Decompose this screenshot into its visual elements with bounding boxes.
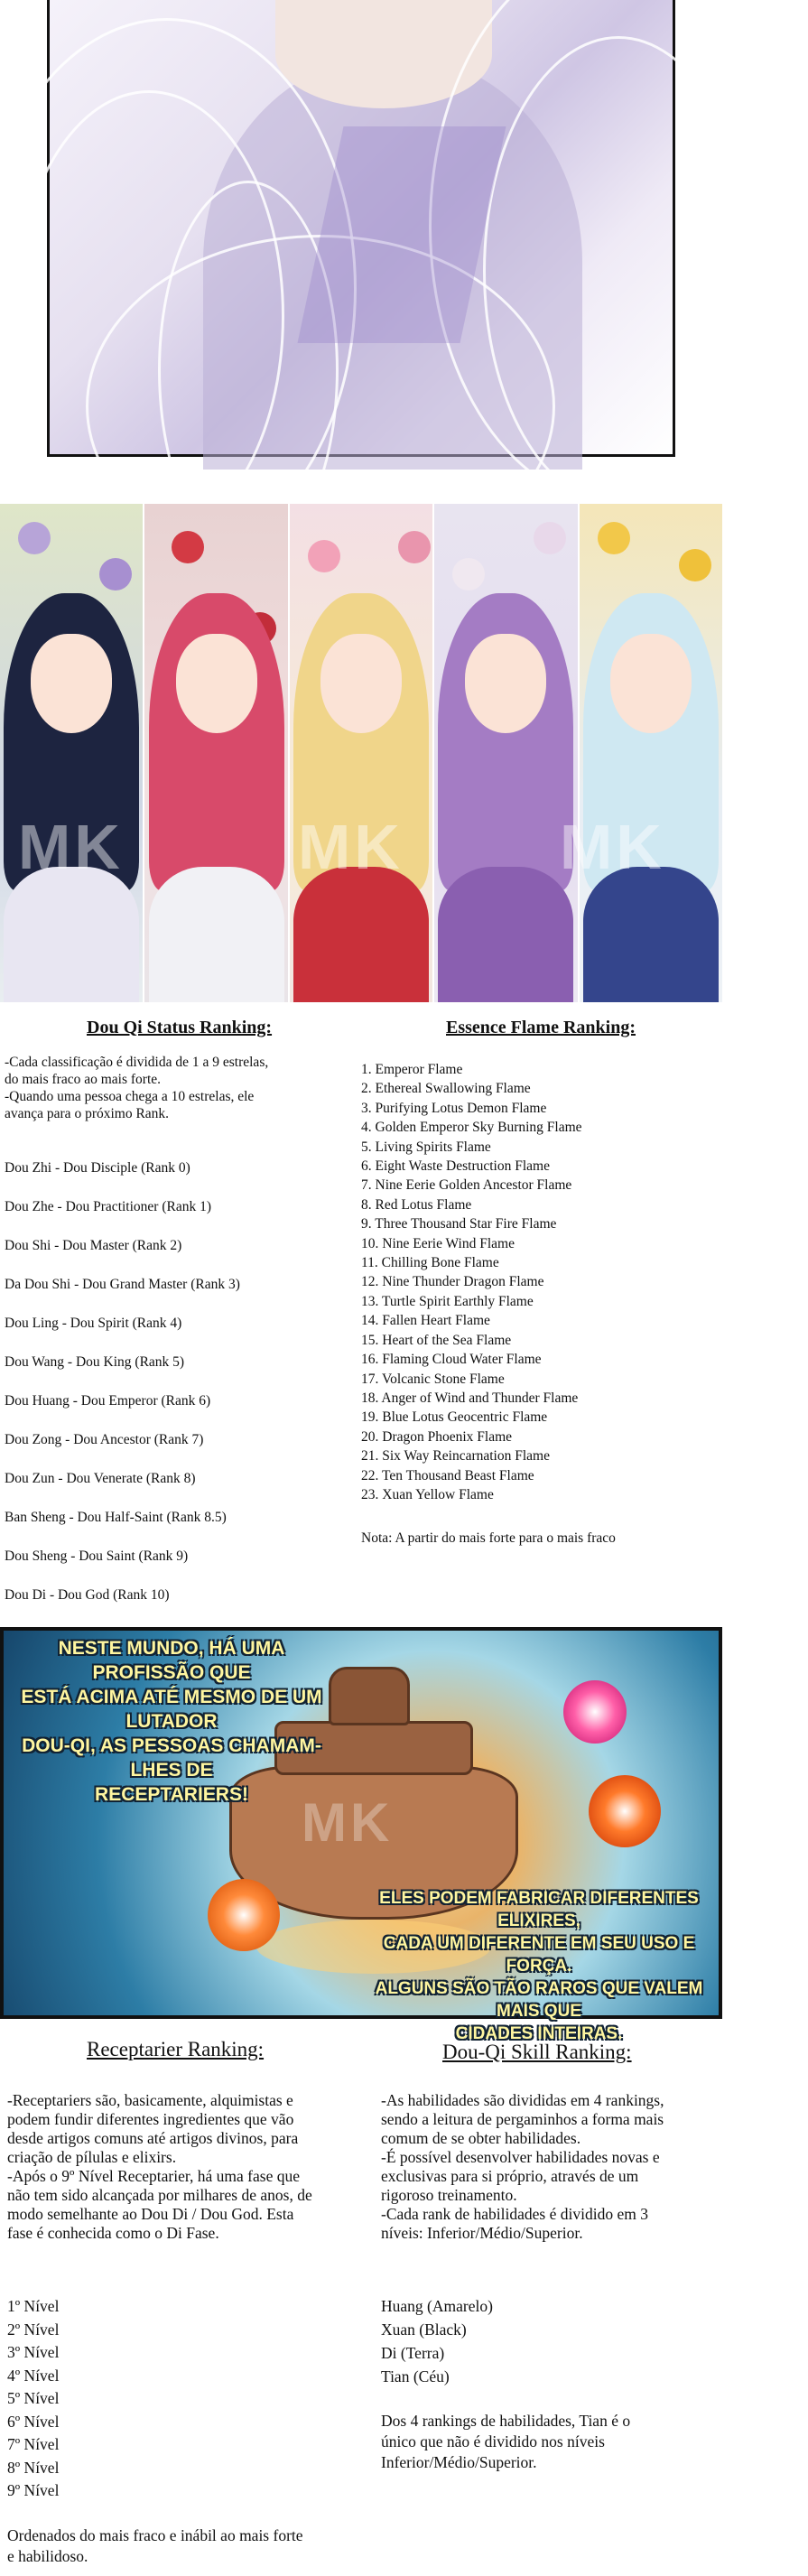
dou-qi-rank: Dou Di - Dou God (Rank 10) [5, 1587, 170, 1603]
intro-line: podem fundir diferentes ingredientes que vão [7, 2110, 294, 2128]
flame-item: 9. Three Thousand Star Fire Flame [361, 1216, 557, 1232]
watermark-logo: MK [302, 1792, 394, 1853]
outro-line: Dos 4 rankings de habilidades, Tian é o [381, 2412, 631, 2430]
outro-line: Ordenados do mais fraco e inábil ao mais forte [7, 2526, 303, 2544]
watermark-logo: MK [560, 812, 665, 882]
flame-item: 18. Anger of Wind and Thunder Flame [361, 1390, 579, 1406]
outro-line: único que não é dividido nos níveis [381, 2432, 605, 2450]
intro-line: -É possível desenvolver habilidades novas e [381, 2148, 660, 2166]
outro-line: e habilidoso. [7, 2547, 88, 2565]
dou-qi-rank: Dou Shi - Dou Master (Rank 2) [5, 1238, 182, 1253]
intro-line: do mais fraco ao mais forte. [5, 1072, 162, 1087]
essence-flame-list [361, 1060, 718, 1504]
skill-ranks [381, 2294, 493, 2388]
flame-item: 6. Eight Waste Destruction Flame [361, 1158, 550, 1175]
flame-item: 16. Flaming Cloud Water Flame [361, 1352, 542, 1368]
skill-outro [381, 2411, 630, 2473]
dou-qi-rank: Dou Zhe - Dou Practitioner (Rank 1) [5, 1199, 211, 1214]
intro-line: comum de se obter habilidades. [381, 2129, 581, 2147]
flame-item: 20. Dragon Phoenix Flame [361, 1428, 513, 1445]
dou-qi-rank: Dou Zhi - Dou Disciple (Rank 0) [5, 1160, 190, 1176]
dou-qi-rank: Da Dou Shi - Dou Grand Master (Rank 3) [5, 1277, 240, 1292]
intro-line: rigoroso treinamento. [381, 2186, 517, 2204]
flame-item: 12. Nine Thunder Dragon Flame [361, 1274, 544, 1290]
essence-flame-note: Nota: A partir do mais forte para o mais fraco [361, 1530, 616, 1546]
intro-line: -Cada rank de habilidades é dividido em 3 [381, 2205, 648, 2223]
flame-item: 23. Xuan Yellow Flame [361, 1486, 494, 1502]
level-item: 7º Nível [7, 2435, 60, 2453]
caption-bottom [360, 1887, 718, 2045]
intro-line: níveis: Inferior/Médio/Superior. [381, 2224, 583, 2242]
receptarier-heading: Receptarier Ranking: [87, 2038, 265, 2060]
receptarier-levels [7, 2295, 59, 2503]
intro-line: -Após o 9º Nível Receptarier, há uma fase que [7, 2167, 300, 2185]
dou-qi-heading: Dou Qi Status Ranking: [87, 1018, 273, 1037]
intro-line: avança para o próximo Rank. [5, 1106, 170, 1121]
caption-line: CIDADES INTEIRAS. [455, 2024, 623, 2043]
dou-qi-rank: Dou Zong - Dou Ancestor (Rank 7) [5, 1432, 204, 1447]
receptarier-outro [7, 2525, 303, 2567]
top-illustration-panel [47, 0, 675, 457]
caption-line: ESTÁ ACIMA ATÉ MESMO DE UM LUTADOR [21, 1687, 322, 1732]
elixir-orb-pink [563, 1680, 627, 1744]
dou-qi-rank: Ban Sheng - Dou Half-Saint (Rank 8.5) [5, 1510, 227, 1525]
skill-rank-item: Xuan (Black) [381, 2320, 467, 2339]
level-item: 5º Nível [7, 2389, 60, 2407]
intro-line: -Receptariers são, basicamente, alquimistas e [7, 2091, 293, 2109]
intro-line: -Cada classificação é dividida de 1 a 9 estrelas, [5, 1055, 269, 1070]
intro-line: desde artigos comuns até artigos divinos, para [7, 2129, 299, 2147]
dou-qi-rank: Dou Sheng - Dou Saint (Rank 9) [5, 1548, 189, 1564]
receptarier-illustration-panel [0, 1627, 722, 2043]
level-item: 6º Nível [7, 2412, 60, 2431]
level-item: 4º Nível [7, 2366, 60, 2385]
flame-item: 10. Nine Eerie Wind Flame [361, 1235, 515, 1251]
flame-item: 3. Purifying Lotus Demon Flame [361, 1100, 547, 1116]
level-item: 8º Nível [7, 2458, 60, 2477]
intro-line: modo semelhante ao Dou Di / Dou God. Esta [7, 2205, 294, 2223]
elixir-orb-red [589, 1775, 661, 1847]
level-item: 2º Nível [7, 2320, 60, 2339]
intro-line: criação de pílulas e elixirs. [7, 2148, 177, 2166]
caption-line: ELES PODEM FABRICAR DIFERENTES ELIXIRES, [379, 1889, 699, 1930]
skill-rank-item: Di (Terra) [381, 2344, 445, 2362]
receptarier-intro [7, 2091, 359, 2243]
characters-illustration-panel [0, 504, 722, 1002]
caption-line: RECEPTARIERS! [95, 1784, 248, 1805]
flame-item: 2. Ethereal Swallowing Flame [361, 1081, 531, 1097]
caption-line: DOU-QI, AS PESSOAS CHAMAM-LHES DE [22, 1735, 321, 1781]
essence-flame-heading: Essence Flame Ranking: [446, 1018, 636, 1037]
caption-line: ALGUNS SÃO TÃO RAROS QUE VALEM MAIS QUE [375, 1979, 703, 2021]
dou-qi-rank: Dou Ling - Dou Spirit (Rank 4) [5, 1316, 182, 1331]
character-strip-1 [0, 504, 144, 1002]
dou-qi-rank: Dou Zun - Dou Venerate (Rank 8) [5, 1471, 196, 1486]
watermark-logo: MK [298, 812, 404, 882]
outro-line: Inferior/Médio/Superior. [381, 2453, 537, 2471]
flame-item: 15. Heart of the Sea Flame [361, 1332, 512, 1348]
skill-rank-item: Tian (Céu) [381, 2367, 450, 2385]
flame-item: 19. Blue Lotus Geocentric Flame [361, 1409, 548, 1426]
cauldron-top-ornament [329, 1667, 410, 1725]
flame-item: 14. Fallen Heart Flame [361, 1313, 490, 1329]
caption-top [9, 1636, 334, 1807]
character-strip-5 [580, 504, 722, 1002]
intro-line: -Quando uma pessoa chega a 10 estrelas, ele [5, 1089, 255, 1104]
skill-intro [381, 2091, 720, 2243]
flame-item: 17. Volcanic Stone Flame [361, 1371, 505, 1387]
caption-line: NESTE MUNDO, HÁ UMA PROFISSÃO QUE [58, 1638, 285, 1683]
flame-item: 7. Nine Eerie Golden Ancestor Flame [361, 1177, 572, 1194]
intro-line: sendo a leitura de pergaminhos a forma mais [381, 2110, 664, 2128]
skill-rank-item: Huang (Amarelo) [381, 2297, 493, 2315]
character-strip-3 [290, 504, 434, 1002]
intro-line: exclusivas para si próprio, através de um [381, 2167, 639, 2185]
caption-line: CADA UM DIFERENTE EM SEU USO E FORÇA. [383, 1934, 695, 1976]
level-item: 9º Nível [7, 2481, 60, 2499]
dou-qi-rank: Dou Huang - Dou Emperor (Rank 6) [5, 1393, 211, 1409]
flame-item: 11. Chilling Bone Flame [361, 1255, 499, 1271]
intro-line: não tem sido alcançada por milhares de anos, de [7, 2186, 312, 2204]
character-strip-4 [434, 504, 579, 1002]
flame-item: 21. Six Way Reincarnation Flame [361, 1448, 550, 1465]
flame-item: 4. Golden Emperor Sky Burning Flame [361, 1120, 582, 1136]
watermark-logo: MK [18, 812, 124, 882]
level-item: 3º Nível [7, 2343, 60, 2361]
flame-item: 5. Living Spirits Flame [361, 1139, 491, 1155]
skill-heading: Dou-Qi Skill Ranking: [442, 2041, 632, 2063]
character-strip-2 [144, 504, 289, 1002]
dou-qi-intro [5, 1054, 357, 1122]
dou-qi-rank: Dou Wang - Dou King (Rank 5) [5, 1354, 185, 1370]
intro-line: -As habilidades são divididas em 4 rankings, [381, 2091, 664, 2109]
intro-line: fase é conhecida como o Di Fase. [7, 2224, 219, 2242]
flame-item: 1. Emperor Flame [361, 1062, 463, 1077]
flame-item: 22. Ten Thousand Beast Flame [361, 1467, 534, 1483]
elixir-orb-orange [208, 1879, 280, 1951]
flame-item: 8. Red Lotus Flame [361, 1196, 472, 1213]
level-item: 1º Nível [7, 2297, 60, 2315]
flame-item: 13. Turtle Spirit Earthly Flame [361, 1293, 534, 1309]
